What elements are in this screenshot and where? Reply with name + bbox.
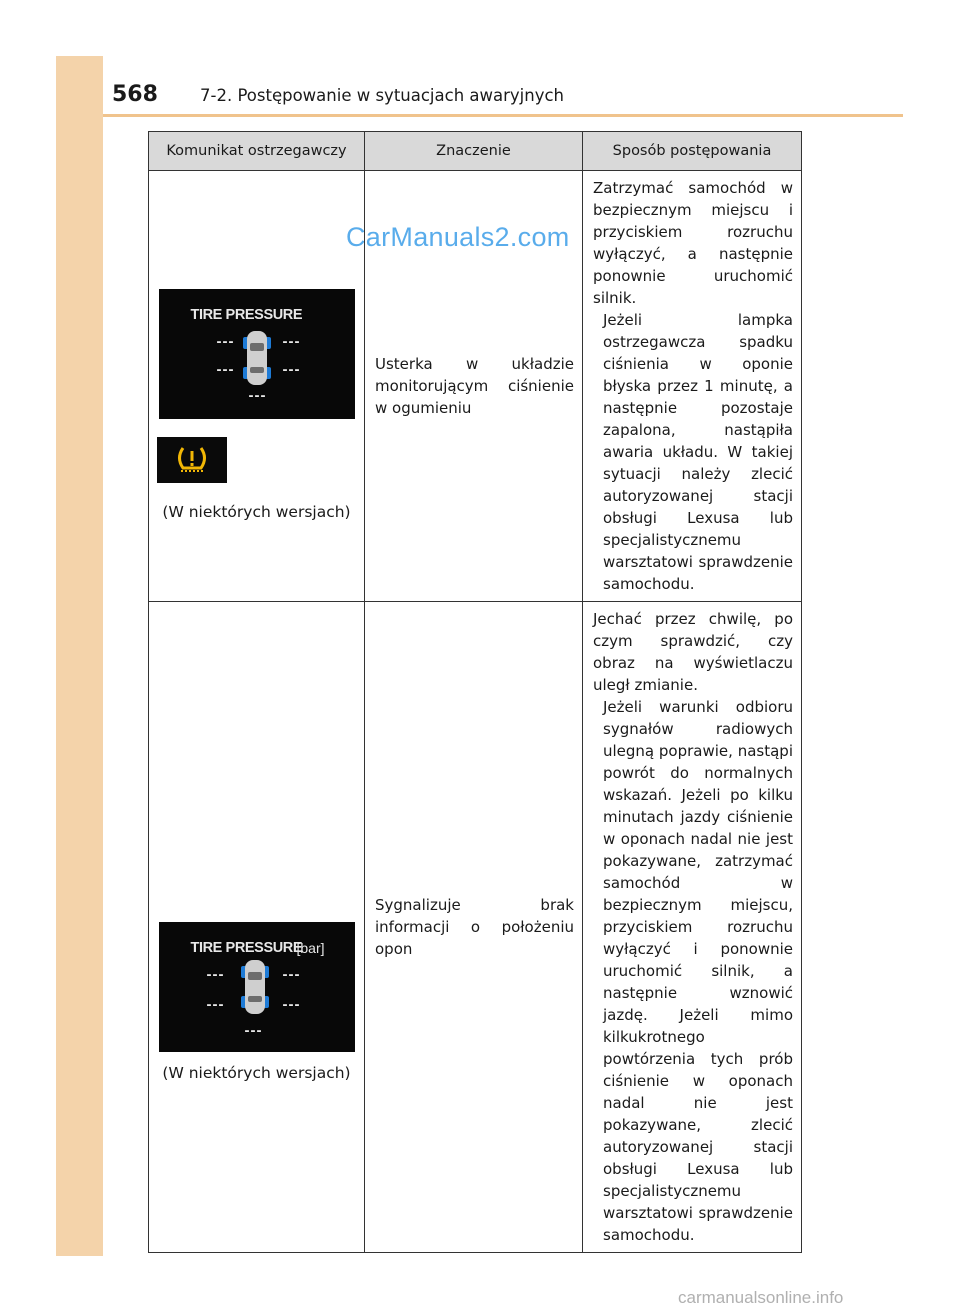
tire-value-front-right: ---: [282, 966, 301, 983]
warning-message-table: [148, 131, 802, 1253]
tire-value-front-left: ---: [216, 333, 235, 350]
watermark-top: CarManuals2.com: [346, 222, 570, 252]
tire-pressure-warning-icon: [174, 445, 210, 475]
tire-value-spare: ---: [248, 387, 267, 404]
action-main-text: Zatrzymać samochód w bezpiecznym miejscu i przyciskiem rozruchu wyłączyć, a następnie ponownie uruchomić silnik.: [593, 179, 793, 307]
header-divider: [103, 114, 903, 117]
tire-value-rear-right: ---: [282, 361, 301, 378]
tire-value-rear-left: ---: [216, 361, 235, 378]
watermark-bottom: carmanualsonline.info: [678, 1288, 844, 1307]
message-cell: [149, 171, 365, 602]
action-cell: [583, 171, 802, 602]
tire-value-spare: ---: [244, 1022, 263, 1039]
meaning-cell: Sygnalizuje brak informacji o położeniu opon: [365, 602, 583, 1253]
version-caption: (W niektórych wersjach): [162, 1064, 351, 1082]
column-header: Znaczenie: [365, 132, 583, 171]
table-row: [149, 171, 802, 602]
tire-value-rear-left: ---: [206, 996, 225, 1013]
action-sub-text: Jeżeli warunki odbioru sygnałów radiowych ulegną poprawie, nastąpi powrót do normalnych wskazań. Jeżeli po kilku minutach jazdy ciśnienie w oponach nadal nie jest pokazywane, zatrzymać samochód w bezpiecznym miejscu, przyciskiem rozruchu wyłączyć i ponownie uruchomić silnik, a następnie wznowić jazdę. Jeżeli mimo kilkukrotnego powtórzenia tych prób ciśnienie w oponach nadal nie jest pokazywane, zlecić autoryzowanej stacji obsługi Lexusa lub specjalistycznemu warsztatowi sprawdzenie samochodu.: [603, 698, 793, 1244]
meaning-cell: Usterka w układzie monitorującym ciśnienie w ogumieniu: [365, 171, 583, 602]
page-number: 568: [112, 82, 158, 107]
column-header: Sposób postępowania: [583, 132, 802, 171]
display-unit: [bar]: [296, 940, 325, 956]
tire-value-front-left: ---: [206, 966, 225, 983]
table-header-row: [149, 132, 802, 171]
car-top-view-icon: [241, 958, 269, 1016]
section-title: 7-2. Postępowanie w sytuacjach awaryjnych: [200, 86, 565, 105]
tire-value-front-right: ---: [282, 333, 301, 350]
side-tab-bar: [56, 56, 103, 1256]
tire-pressure-warning-lamp: [157, 437, 227, 483]
tire-pressure-display: [159, 289, 355, 419]
action-sub-text: Jeżeli lampka ostrzegawcza spadku ciśnienia w oponie błyska przez 1 minutę, a następnie pozostaje zapalona, nastąpiła awaria układu. W takiej sytuacji należy zlecić autoryzowanej stacji obsługi Lexusa lub specjalistycznemu warsztatowi sprawdzenie samochodu.: [603, 311, 793, 593]
tire-pressure-display: [159, 922, 355, 1052]
column-header: Komunikat ostrzegawczy: [149, 132, 365, 171]
display-title: TIRE PRESSURE: [190, 307, 303, 323]
version-caption: (W niektórych wersjach): [162, 503, 351, 521]
message-cell: [149, 602, 365, 1253]
display-title: TIRE PRESSURE: [190, 940, 303, 956]
tire-value-rear-right: ---: [282, 996, 301, 1013]
action-cell: [583, 602, 802, 1253]
table-row: [149, 602, 802, 1253]
action-main-text: Jechać przez chwilę, po czym sprawdzić, czy obraz na wyświetlaczu uległ zmianie.: [593, 610, 793, 694]
car-top-view-icon: [243, 329, 271, 387]
